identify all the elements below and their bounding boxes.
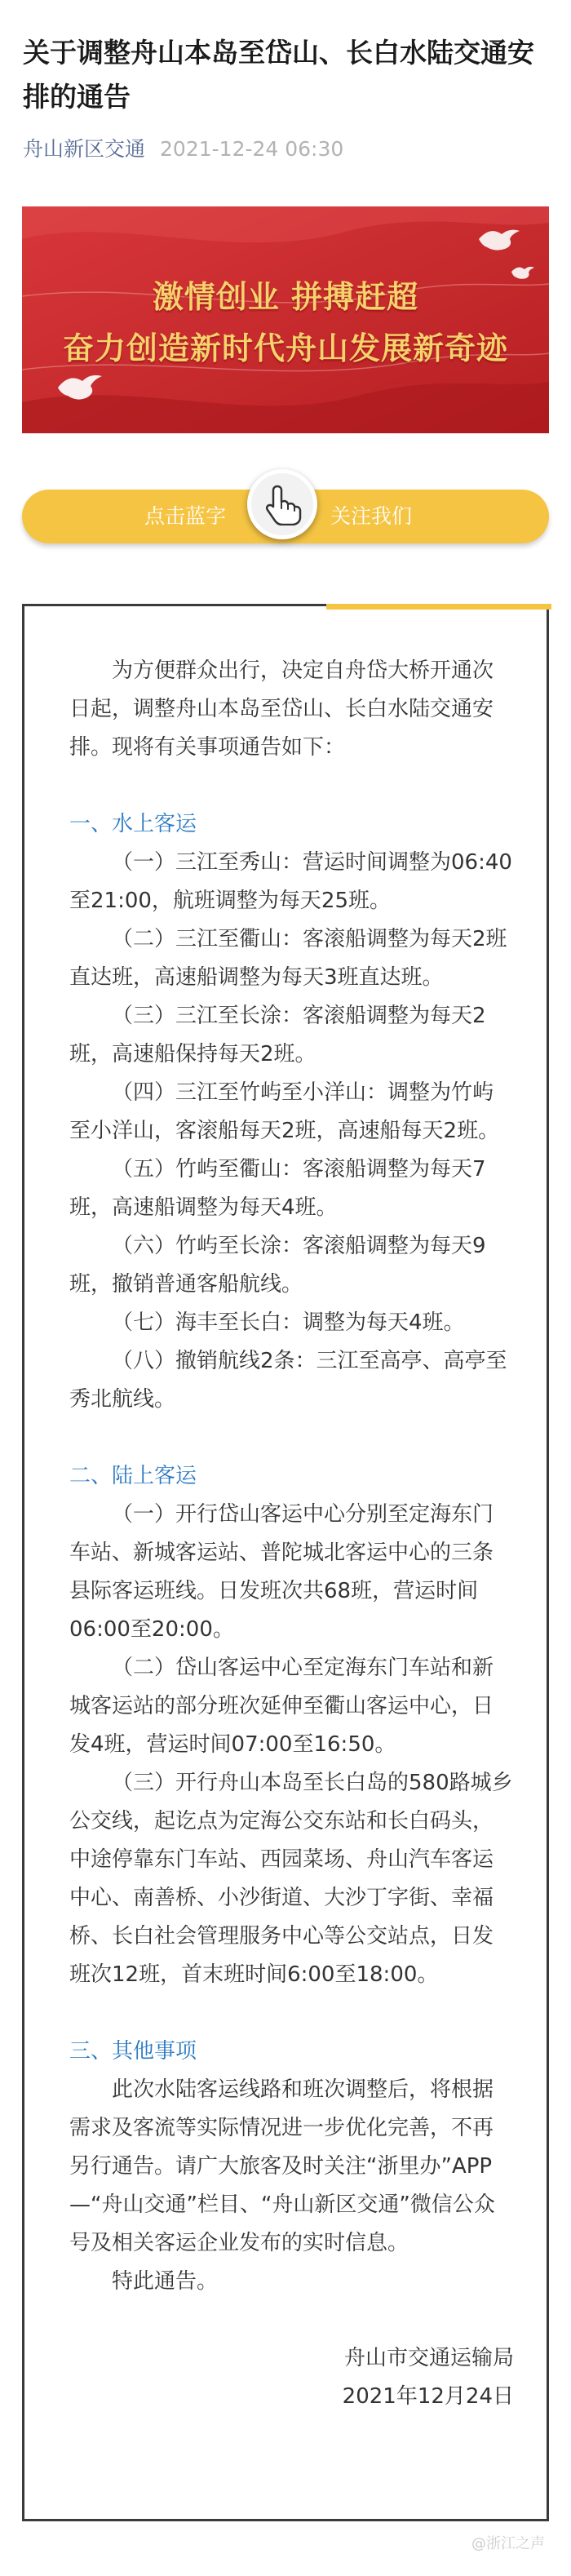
accent-stripe (326, 604, 551, 610)
article-title: 关于调整舟山本岛至岱山、长白水陆交通安排的通告 (23, 37, 534, 113)
section-heading-land: 二、陆上客运 (69, 1464, 197, 1488)
issuer-signature: 舟山市交通运输局 (343, 2346, 514, 2370)
water-item: （三）三江至长涂：客滚船调整为每天2班，高速船保持每天2班。 (69, 1004, 486, 1066)
water-item: （一）三江至秀山：营运时间调整为06:40至21:00，航班调整为每天25班。 (69, 850, 512, 913)
publish-date: 2021-12-24 06:30 (160, 137, 344, 161)
banner-wave-decoration (22, 206, 549, 433)
water-item: （七）海丰至长白：调整为每天4班。 (112, 1310, 465, 1335)
click-blue-text-label[interactable]: 点击蓝字 (144, 504, 227, 528)
section-heading-water: 一、水上客运 (69, 812, 197, 836)
closing-statement: 特此通告。 (112, 2269, 219, 2294)
water-item: （四）三江至竹屿至小洋山：调整为竹屿至小洋山，客滚船每天2班，高速船每天2班。 (69, 1080, 500, 1143)
weibo-watermark: @浙江之声 (471, 2535, 545, 2552)
water-item: （八）撤销航线2条：三江至高亭、高亭至秀北航线。 (69, 1349, 507, 1412)
banner-slogan-line1: 激情创业 拼搏赶超 (152, 279, 419, 315)
notice-box (22, 604, 549, 2521)
pointing-hand-button[interactable] (247, 469, 317, 539)
water-item: （二）三江至衢山：客滚船调整为每天2班直达班，高速船调整为每天3班直达班。 (69, 927, 507, 990)
land-item: （一）开行岱山客运中心分别至定海东门车站、新城客运站、普陀城北客运中心的三条县际客运班线。日发班次共68班，营运时间06:00至20:00。 (69, 1502, 494, 1642)
water-item: （五）竹屿至衢山：客滚船调整为每天7班，高速船调整为每天4班。 (69, 1157, 486, 1220)
notice-content (69, 652, 514, 2416)
follow-us-label[interactable]: 关注我们 (330, 504, 413, 528)
section-heading-other: 三、其他事项 (69, 2039, 197, 2064)
banner-slogan-line2: 奋力创造新时代舟山发展新奇迹 (62, 330, 508, 366)
intro-paragraph: 为方便群众出行，决定自舟岱大桥开通次日起，调整舟山本岛至岱山、长白水陆交通安排。现将有关事项通告如下： (69, 658, 494, 760)
follow-us-bar[interactable] (22, 490, 549, 543)
land-item: （二）岱山客运中心至定海东门车站和新城客运站的部分班次延伸至衢山客运中心，日发4班，营运时间07:00至16:50。 (69, 1656, 494, 1757)
issue-date: 2021年12月24日 (342, 2384, 514, 2409)
other-item: 此次水陆客运线路和班次调整后，将根据需求及客流等实际情况进一步优化完善，不再另行通告。请广大旅客及时关注“浙里办”APP—“舟山交通”栏目、“舟山新区交通”微信公众号及相关客运企业发布的实时信息。 (69, 2077, 495, 2255)
pointing-hand-icon (263, 483, 302, 525)
water-item: （六）竹屿至长涂：客滚船调整为每天9班，撤销普通客船航线。 (69, 1234, 486, 1297)
article-meta (23, 137, 343, 162)
banner-image (22, 206, 549, 433)
land-item: （三）开行舟山本岛至长白岛的580路城乡公交线，起讫点为定海公交东站和长白码头，中途停靠东门车站、西园菜场、舟山汽车客运中心、南善桥、小沙街道、大沙丁字街、幸福桥、长白社会管理服务中心等公交站点，日发班次12班，首末班时间6:00至18:00。 (69, 1771, 513, 1987)
account-name-link[interactable]: 舟山新区交通 (23, 137, 146, 161)
